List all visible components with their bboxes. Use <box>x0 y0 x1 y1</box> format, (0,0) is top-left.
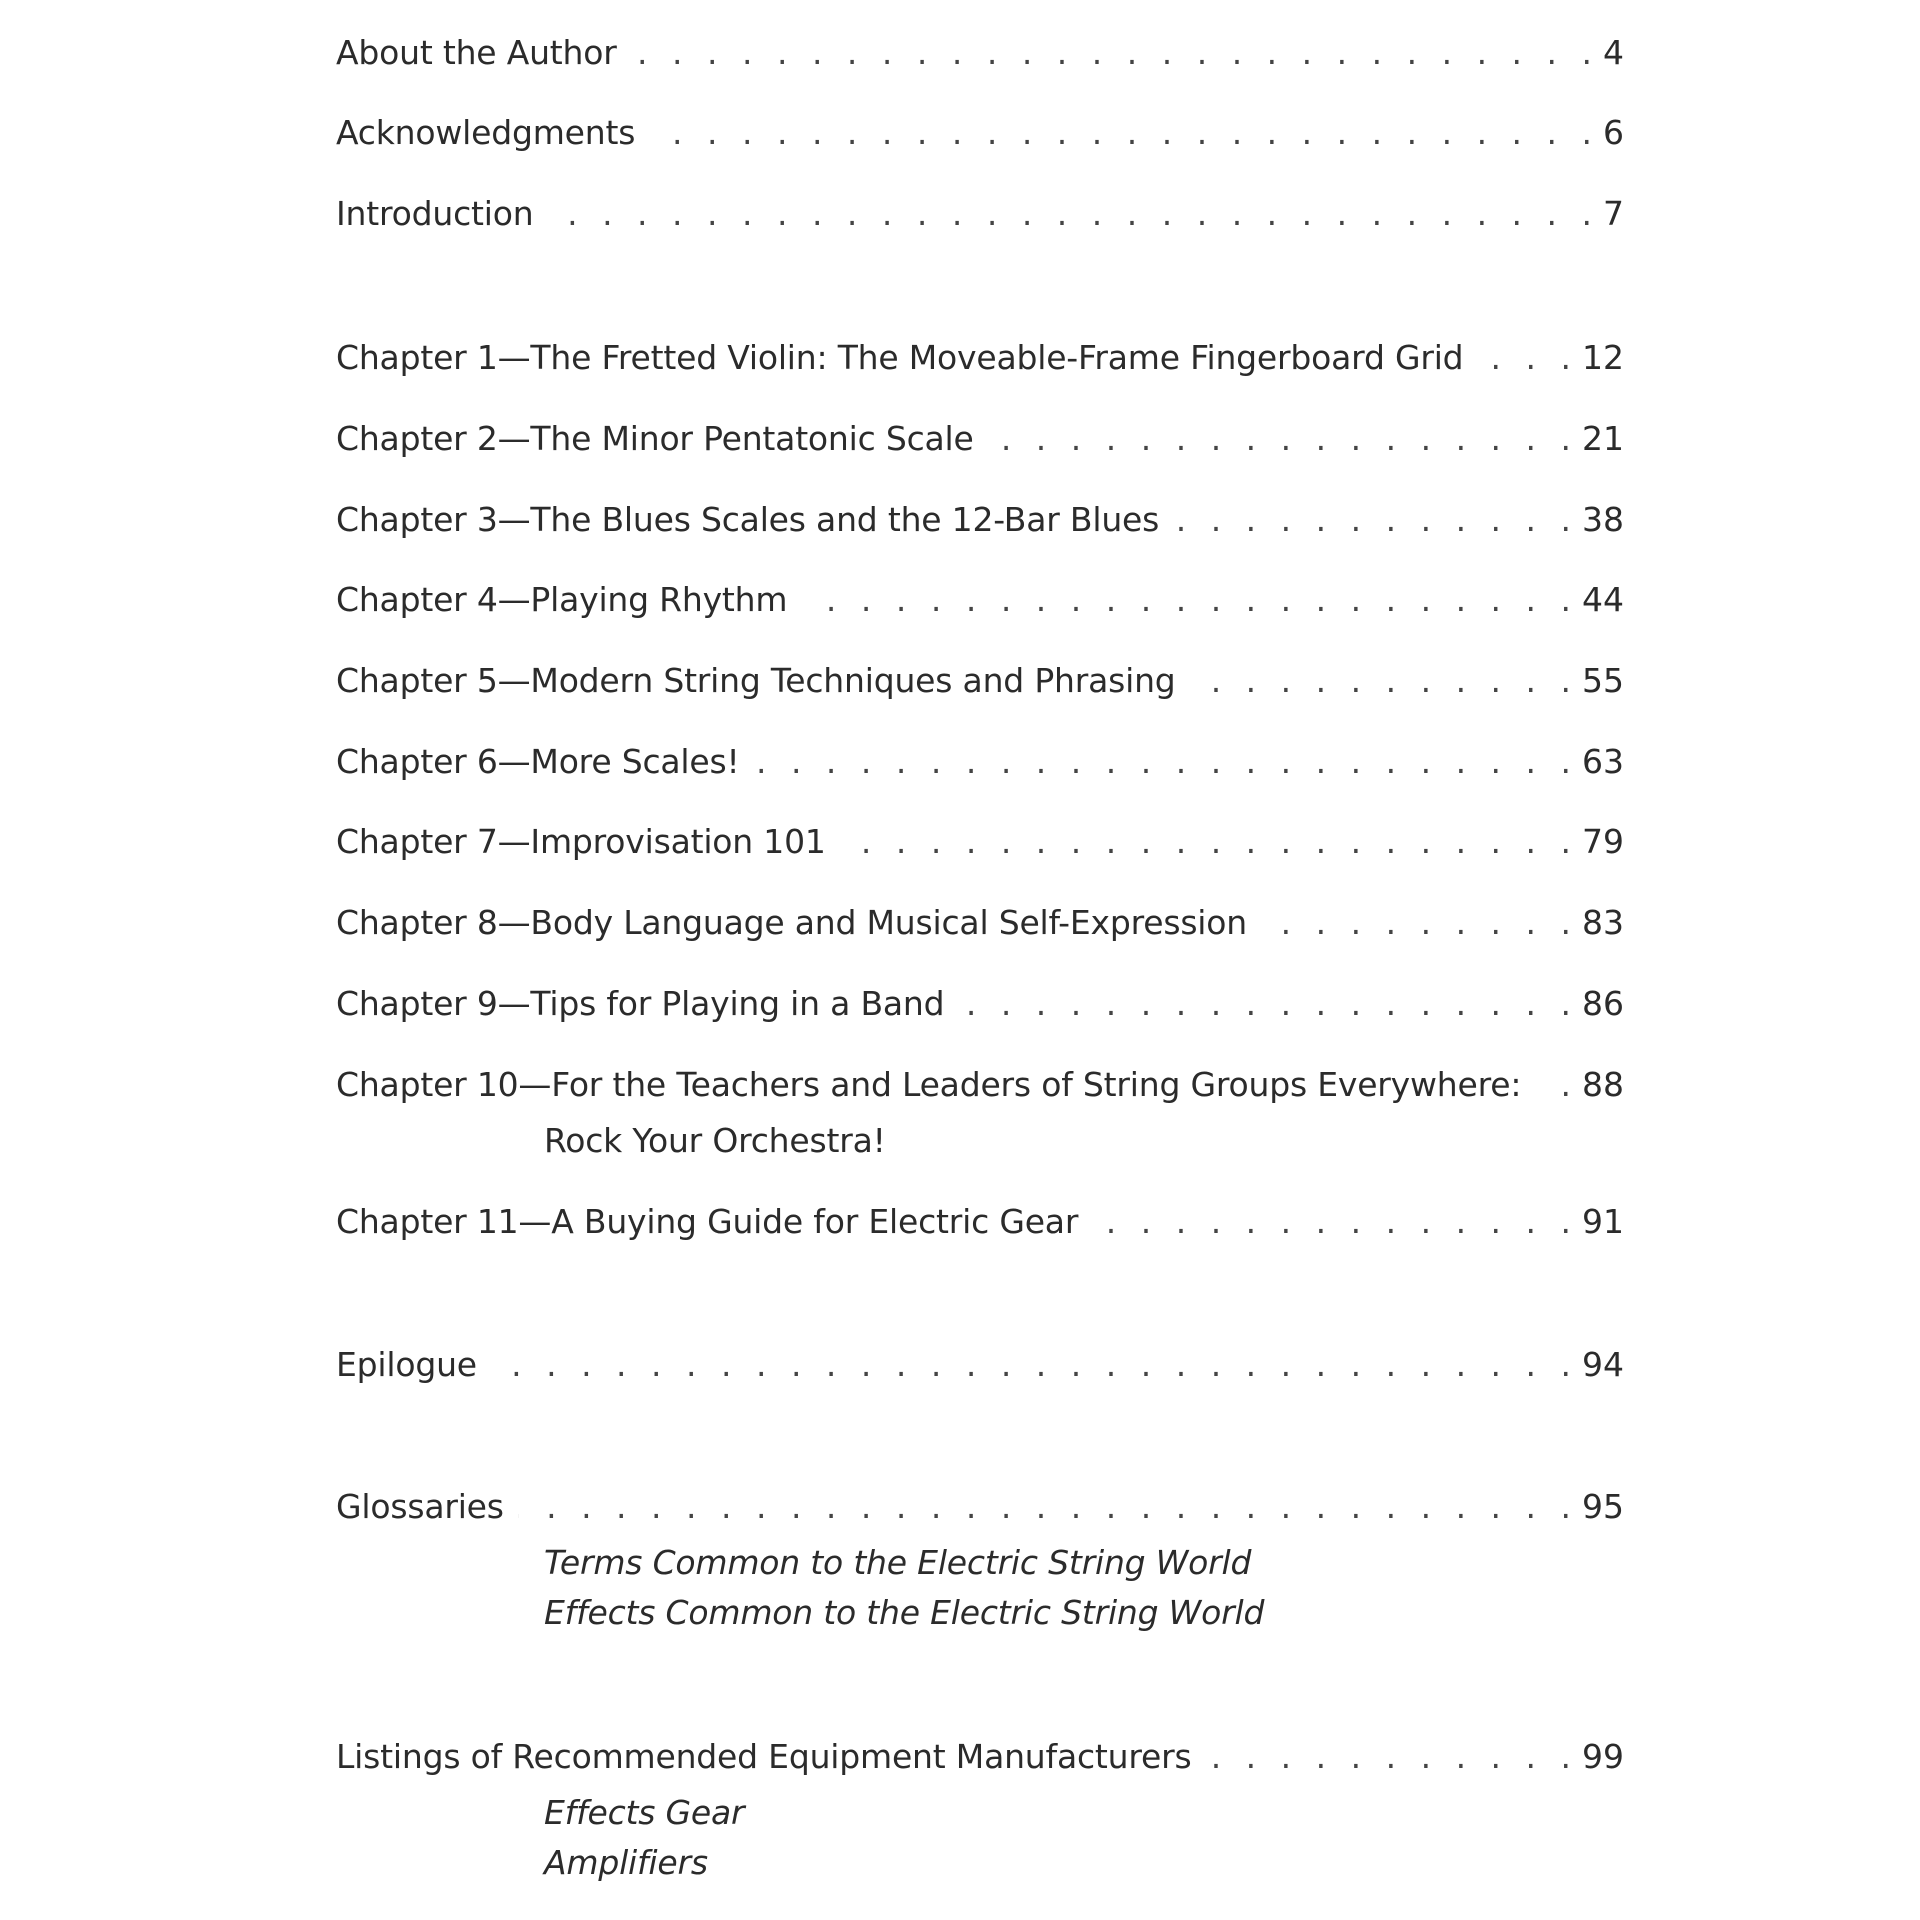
dot-leader <box>1190 656 1578 706</box>
toc-entry-chapter-11[interactable] <box>336 1197 1624 1247</box>
toc-entry-page: 12 <box>1578 333 1624 383</box>
toc-entry-page: 83 <box>1578 898 1624 948</box>
toc-subitem: Effects Common to the Electric String World <box>544 1593 1265 1632</box>
dot-leader <box>631 28 1599 78</box>
dot-leader <box>491 1340 1578 1390</box>
toc-entry-page: 94 <box>1578 1340 1624 1390</box>
toc-entry-title: About the Author <box>336 28 631 78</box>
dot-leader <box>988 414 1578 464</box>
toc-entry-title: Chapter 4—Playing Rhythm <box>336 575 801 625</box>
dot-leader <box>1092 1197 1578 1247</box>
toc-entry-listings[interactable] <box>336 1732 1624 1782</box>
toc-entry-about-author[interactable] <box>336 28 1624 78</box>
toc-entry-acknowledgments[interactable] <box>336 108 1624 158</box>
toc-entry-page: 88 <box>1578 1060 1624 1110</box>
toc-entry-chapter-6[interactable] <box>336 737 1624 787</box>
dot-leader <box>547 189 1599 239</box>
toc-subitem: Terms Common to the Electric String World <box>544 1543 1252 1582</box>
toc-entry-chapter-10-continuation: Rock Your Orchestra! <box>544 1121 886 1160</box>
toc-entry-page: 55 <box>1578 656 1624 706</box>
toc-entry-title: Chapter 7—Improvisation 101 <box>336 817 840 867</box>
toc-entry-page: 38 <box>1578 495 1624 545</box>
toc-entry-introduction[interactable] <box>336 189 1624 239</box>
toc-entry-page: 79 <box>1578 817 1624 867</box>
toc-entry-title: Chapter 6—More Scales! <box>336 737 754 787</box>
toc-entry-glossaries[interactable] <box>336 1482 1624 1532</box>
toc-entry-page: 91 <box>1578 1197 1624 1247</box>
toc-entry-page: 86 <box>1578 979 1624 1029</box>
toc-entry-page: 21 <box>1578 414 1624 464</box>
dot-leader <box>1261 898 1578 948</box>
toc-entry-chapter-10[interactable] <box>336 1060 1624 1110</box>
toc-entry-page: 99 <box>1578 1732 1624 1782</box>
toc-entry-title: Chapter 3—The Blues Scales and the 12-Bar Blues <box>336 495 1173 545</box>
toc-entry-chapter-7[interactable] <box>336 817 1624 867</box>
toc-entry-chapter-4[interactable] <box>336 575 1624 625</box>
toc-entry-title: Chapter 1—The Fretted Violin: The Moveable-Frame Fingerboard Grid <box>336 333 1477 383</box>
dot-leader <box>1477 333 1578 383</box>
dot-leader <box>801 575 1578 625</box>
toc-entry-chapter-2[interactable] <box>336 414 1624 464</box>
toc-entry-title: Chapter 9—Tips for Playing in a Band <box>336 979 958 1029</box>
toc-entry-title: Chapter 10—For the Teachers and Leaders of String Groups Everywhere: <box>336 1060 1535 1110</box>
toc-entry-epilogue[interactable] <box>336 1340 1624 1390</box>
toc-entry-page: 6 <box>1599 108 1624 158</box>
toc-entry-page: 7 <box>1599 189 1624 239</box>
toc-entry-title: Acknowledgments <box>336 108 649 158</box>
toc-subitem: Amplifiers <box>544 1843 708 1882</box>
toc-entry-chapter-1[interactable] <box>336 333 1624 383</box>
toc-entry-page: 4 <box>1599 28 1624 78</box>
toc-entry-title: Epilogue <box>336 1340 491 1390</box>
dot-leader <box>1173 495 1578 545</box>
dot-leader <box>958 979 1578 1029</box>
dot-leader <box>518 1482 1578 1532</box>
toc-entry-chapter-5[interactable] <box>336 656 1624 706</box>
toc-entry-title: Chapter 11—A Buying Guide for Electric Gear <box>336 1197 1092 1247</box>
toc-entry-chapter-3[interactable] <box>336 495 1624 545</box>
dot-leader <box>1535 1060 1578 1110</box>
dot-leader <box>840 817 1578 867</box>
toc-entry-page: 63 <box>1578 737 1624 787</box>
toc-entry-title: Chapter 5—Modern String Techniques and Phrasing <box>336 656 1190 706</box>
toc-entry-title: Introduction <box>336 189 547 239</box>
toc-entry-title: Chapter 2—The Minor Pentatonic Scale <box>336 414 988 464</box>
toc-entry-title: Glossaries <box>336 1482 518 1532</box>
toc-entry-title: Chapter 8—Body Language and Musical Self-Expression <box>336 898 1261 948</box>
dot-leader <box>1205 1732 1578 1782</box>
toc-entry-page: 95 <box>1578 1482 1624 1532</box>
toc-entry-page: 44 <box>1578 575 1624 625</box>
toc-subitem: Effects Gear <box>544 1793 745 1832</box>
toc-entry-chapter-8[interactable] <box>336 898 1624 948</box>
dot-leader <box>754 737 1578 787</box>
toc-entry-chapter-9[interactable] <box>336 979 1624 1029</box>
dot-leader <box>649 108 1599 158</box>
toc-entry-title: Listings of Recommended Equipment Manufacturers <box>336 1732 1205 1782</box>
